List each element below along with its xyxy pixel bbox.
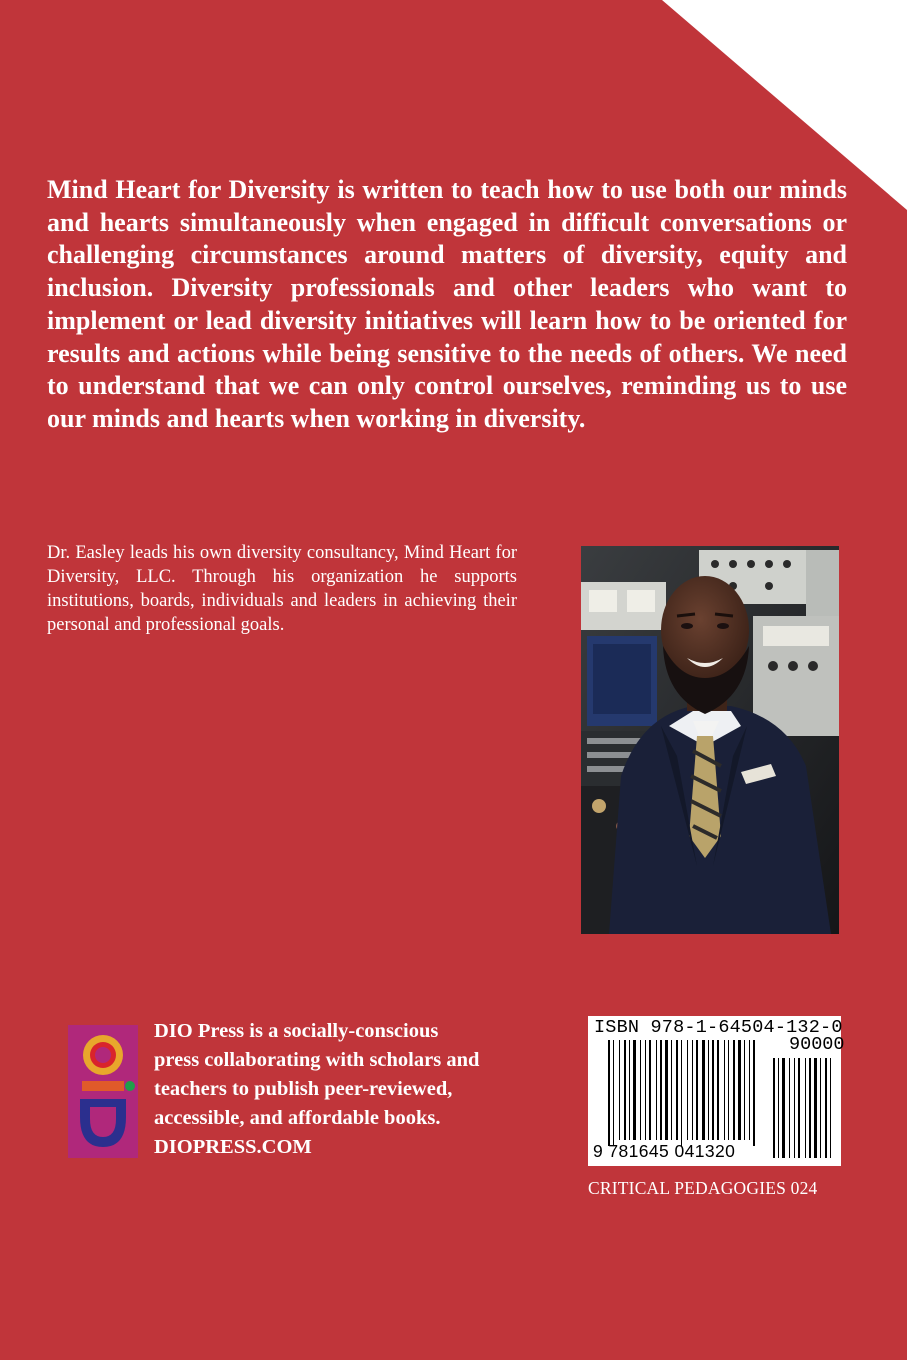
barcode-bar [665, 1040, 668, 1140]
addon-bar [814, 1058, 817, 1158]
barcode-bar [681, 1040, 682, 1146]
author-bio: Dr. Easley leads his own diversity consultancy, Mind Heart for Diversity, LLC. Through his organization he supports institutions, boards, individuals and leaders in achieving their personal and professional goals. [47, 543, 517, 635]
author-photo [581, 546, 839, 934]
publisher-line: press collaborating with scholars and [154, 1049, 480, 1071]
addon-bar [789, 1058, 790, 1158]
barcode-bar [728, 1040, 729, 1140]
book-description: Mind Heart for Diversity is written to teach how to use both our minds and hearts simultaneously when engaged in difficult conversations or challenging circumstances around matters of diversity, equity and inclusion. Diversity professionals and other leaders who want to implement or lead diversity initiatives will learn how to be oriented for results and actions while being sensitive to the needs of others. We need to understand that we can only control ourselves, reminding us to use our minds and hearts when working in diversity. [47, 175, 847, 433]
ean-digits: 9 781645 041320 [593, 1141, 736, 1161]
series-label: CRITICAL PEDAGOGIES 024 [588, 1178, 818, 1198]
addon-bar [820, 1058, 821, 1158]
publisher-website: DIOPRESS.COM [154, 1136, 312, 1158]
barcode-bar [656, 1040, 657, 1140]
barcode-bar [753, 1040, 755, 1146]
addon-bar [794, 1058, 795, 1158]
publisher-line: DIO Press is a socially-conscious [154, 1020, 439, 1042]
barcode-bar [733, 1040, 735, 1140]
addon-bar [773, 1058, 775, 1158]
publisher-line: teachers to publish peer-reviewed, [154, 1078, 453, 1100]
barcode-bar [633, 1040, 636, 1140]
barcode-bar [608, 1040, 610, 1146]
addon-bar [805, 1058, 806, 1158]
barcode-bar [619, 1040, 620, 1140]
barcode-bar [613, 1040, 614, 1146]
barcode-bar [724, 1040, 725, 1140]
barcode-bar [624, 1040, 626, 1140]
barcode-bar [738, 1040, 741, 1140]
isbn-label: ISBN 978-1-64504-132-0 [594, 1017, 843, 1038]
barcode-bar [702, 1040, 705, 1140]
barcode-bar [660, 1040, 662, 1140]
barcode-bar [692, 1040, 693, 1140]
barcode-bar [676, 1040, 678, 1140]
barcode-bar [645, 1040, 646, 1140]
barcode-bar [687, 1040, 688, 1140]
barcode-bar [749, 1040, 750, 1140]
barcode-bar [629, 1040, 630, 1140]
addon-bar [778, 1058, 779, 1158]
barcode-bar [717, 1040, 719, 1140]
barcode-bar [708, 1040, 709, 1140]
barcode-addon-number: 90000 [789, 1034, 845, 1055]
publisher-description [154, 1017, 574, 1162]
barcode-bar [712, 1040, 714, 1140]
addon-bar [809, 1058, 811, 1158]
addon-bar [798, 1058, 800, 1158]
barcode-bar [696, 1040, 698, 1140]
barcode-bar [671, 1040, 672, 1140]
barcode-bar [744, 1040, 745, 1140]
publisher-line: accessible, and affordable books. [154, 1107, 441, 1129]
addon-bar [782, 1058, 785, 1158]
addon-bar [825, 1058, 827, 1158]
barcode-bar [649, 1040, 651, 1140]
addon-bar [830, 1058, 831, 1158]
dio-press-logo [68, 1025, 138, 1158]
barcode-bar [640, 1040, 641, 1140]
isbn-barcode [588, 1016, 845, 1166]
